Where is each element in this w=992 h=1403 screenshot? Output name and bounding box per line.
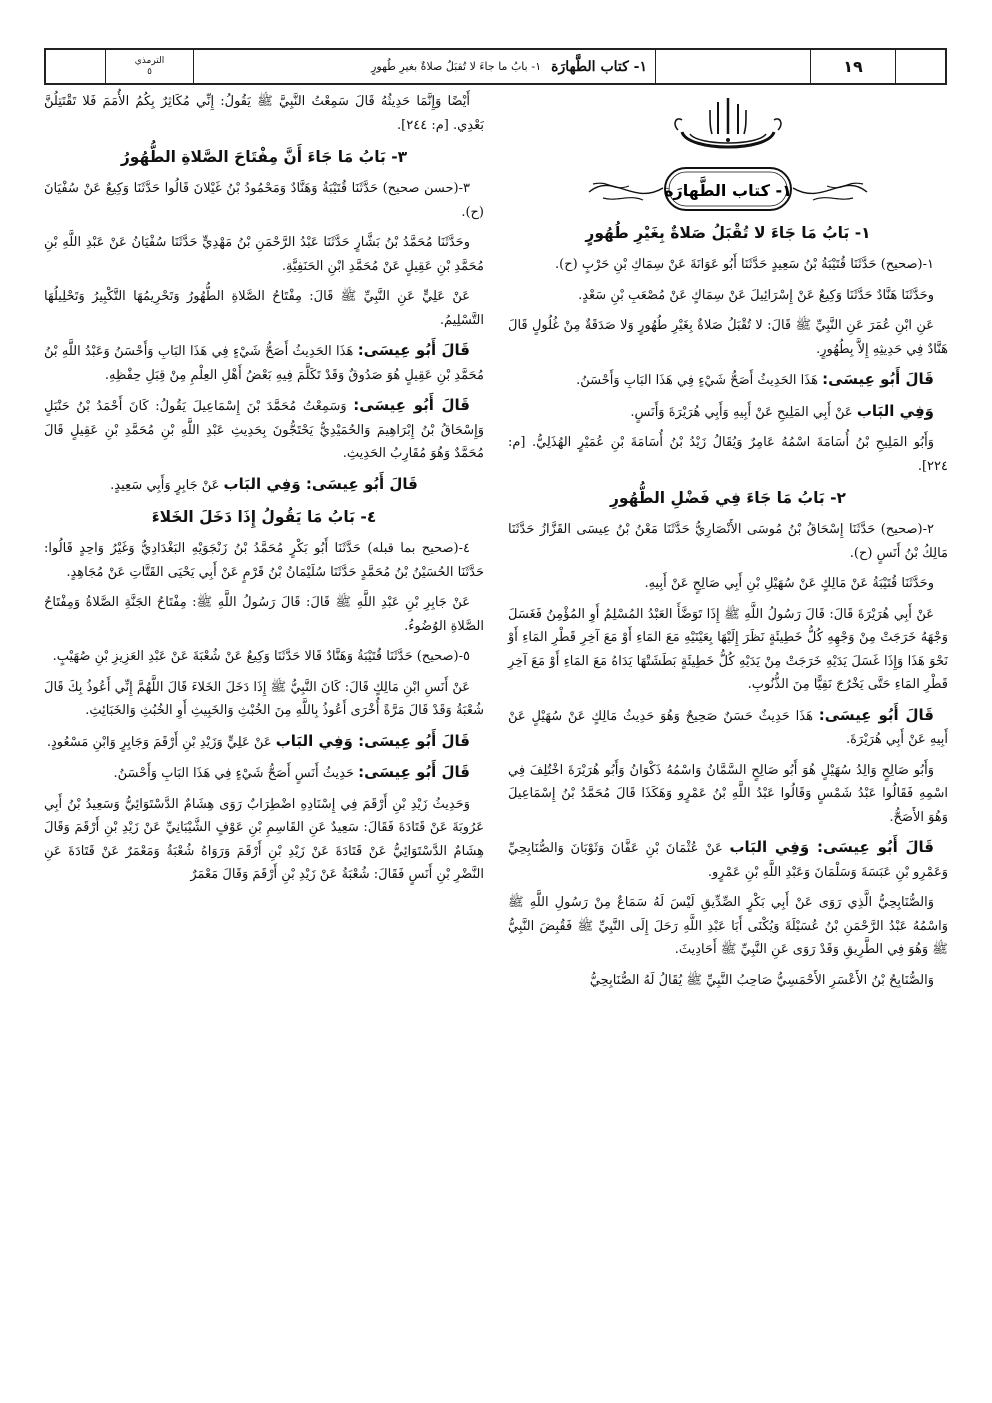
hadith-2-note-2: وَالصُّنَابِحِيُّ الَّذِي رَوَى عَنْ أَبِي بَكْرٍ الصِّدِّيقِ لَيْسَ لَهُ سَمَاعٌ مِنْ رَسُولِ اللَّهِ ﷺ وَاسْمُهُ عَبْدُ الرَّحْمَنِ بْنُ عُسَيْلَةَ وَيُكْنَى أَبَا عَبْدِ اللَّهِ رَحَلَ إِلَى النَّبِيِّ ﷺ فَقُبِضَ النَّبِيُّ ﷺ وَهُوَ فِي الطَّرِيقِ وَقَدْ رَوَى عَنِ النَّبِيِّ ﷺ أَحَادِيثَ. bbox=[508, 895, 948, 957]
hadith-3-comment bbox=[44, 339, 484, 387]
chapter-3-title: ٣- بَابُ مَا جَاءَ أَنَّ مِفْتَاحَ الصَّلاةِ الطُّهُورُ bbox=[120, 148, 408, 166]
hadith-4-isnad: ٤-(صحيح بما قبله) حَدَّثَنَا أَبُو بَكْرٍ مُحَمَّدُ بْنُ زَنْجَوَيْهِ البَغْدَادِيُّ وَغَيْرُ وَاحِدٍ قَالُوا: حَدَّثَنَا الحُسَيْنُ بْنُ مُحَمَّدٍ حَدَّثَنَا سُلَيْمَانُ بْنُ قَرْمٍ عَنْ أَبِي يَحْيَى القَتَّاتِ عَنْ مُجَاهِدٍ. bbox=[44, 541, 484, 580]
hadith-2-isnad: ٢-(صحيح) حَدَّثَنَا إِسْحَاقُ بْنُ مُوسَى الأَنْصَارِيُّ حَدَّثَنَا مَعْنُ بْنُ عِيسَى القَزَّازُ حَدَّثَنَا مَالِكُ بْنُ أَنَسٍ (ح). bbox=[508, 522, 948, 561]
hadith-3-comment-text: هَذَا الحَدِيثُ أَصَحُّ شَيْءٍ فِي هَذَا البَابِ وَأَحْسَنُ وَعَبْدُ اللَّهِ بْنُ مُحَمَّدِ بْنِ عَقِيلٍ هُوَ صَدُوقٌ وَقَدْ تَكَلَّمَ فِيهِ بَعْضُ أَهْلِ العِلْمِ مِنْ قِبَلِ حِفْظِهِ. bbox=[44, 344, 484, 383]
hadith-3-comment-2 bbox=[44, 394, 484, 466]
header-cell-empty-left bbox=[46, 50, 106, 83]
chapter-2-title: ٢- بَابُ مَا جَاءَ فِي فَضْلِ الطُّهُورِ bbox=[609, 489, 847, 507]
page-number: ١٩ bbox=[811, 50, 896, 83]
hadith-3-bab-text: عَنْ جَابِرٍ وَأَبِي سَعِيدٍ. bbox=[110, 477, 220, 493]
hadith-1-comment bbox=[508, 368, 948, 393]
hadith-5-comment-text: حَدِيثُ أَنَسٍ أَصَحُّ شَيْءٍ فِي هَذَا البَابِ وَأَحْسَنُ. bbox=[113, 766, 354, 781]
fil-bab-label: قَالَ أَبُو عِيسَى: وَفِي البَاب bbox=[275, 731, 470, 750]
abu-isa-label: قَالَ أَبُو عِيسَى: bbox=[822, 370, 934, 388]
right-column bbox=[508, 90, 948, 999]
hadith-2-comment-text: هَذَا حَدِيثٌ حَسَنٌ صَحِيحٌ وَهُوَ حَدِيثُ مَالِكٍ عَنْ سُهَيْلٍ عَنْ أَبِيهِ عَنْ أَبِي هُرَيْرَةَ. bbox=[508, 708, 948, 747]
left-continuation: أَيْضًا وَإِنَّمَا حَدِيثُهُ قَالَ سَمِعْتُ النَّبِيَّ ﷺ يَقُولُ: إِنِّي مُكَاثِرٌ بِكُمُ الأُمَمَ فَلا تَقْتَتِلُنَّ بَعْدِي. [م: ٢٤٤]. bbox=[44, 94, 484, 133]
chapter-4-title: ٤- بَابُ مَا يَقُولُ إِذَا دَخَلَ الخَلاءَ bbox=[151, 508, 377, 526]
abu-isa-label: قَالَ أَبُو عِيسَى: bbox=[357, 341, 471, 359]
hadith-1-bab-text: عَنْ أَبِي المَلِيحِ عَنْ أَبِيهِ وَأَبِي هُرَيْرَةَ وَأَنَسٍ. bbox=[630, 404, 853, 420]
header-cell-empty-right bbox=[896, 50, 945, 83]
hadith-2-bab-text: عَنْ عُثْمَانَ بْنِ عَفَّانَ وَثَوْبَانَ وَالصُّنَابِحِيِّ وَعَمْرِو بْنِ عَبَسَةَ وَسَلْمَانَ وَعَبْدِ اللَّهِ بْنِ عَمْرٍو. bbox=[508, 841, 948, 880]
book-title-ornament bbox=[583, 162, 873, 216]
left-column bbox=[44, 90, 484, 894]
hadith-3-matn: عَنْ عَلِيٍّ عَنِ النَّبِيِّ ﷺ قَالَ: مِفْتَاحُ الصَّلاةِ الطُّهُورُ وَتَحْرِيمُهَا التَّكْبِيرُ وَتَحْلِيلُهَا التَّسْلِيمُ. bbox=[44, 289, 484, 328]
hadith-3-bab bbox=[44, 473, 484, 498]
hadith-1-matn: عَنِ ابْنِ عُمَرَ عَنِ النَّبِيِّ ﷺ قَالَ: لا تُقْبَلُ صَلاةٌ بِغَيْرِ طُهُورٍ وَلا صَدَقَةٌ مِنْ غُلُولٍ قَالَ هَنَّادٌ فِي حَدِيثِهِ إِلاَّ بِطُهُورٍ. bbox=[508, 318, 948, 357]
page-header bbox=[44, 48, 947, 85]
header-source bbox=[106, 50, 194, 83]
header-chapter-title: ١- بابُ ما جاءَ لا تُقبَلُ صلاةٌ بغيرِ طُهورٍ bbox=[371, 60, 542, 73]
hadith-1-isnad: ١-(صحيح) حَدَّثَنَا قُتَيْبَةُ بْنُ سَعِيدٍ حَدَّثَنَا أَبُو عَوَانَةَ عَنْ سِمَاكِ بْنِ حَرْبٍ (ح). bbox=[555, 257, 934, 272]
fil-bab-label: وَفِي البَاب bbox=[856, 401, 934, 420]
hadith-1-note: وَأَبُو المَلِيحِ بْنُ أُسَامَةَ اسْمُهُ عَامِرٌ وَيُقَالُ زَيْدُ بْنُ أُسَامَةَ بْنِ عُمَيْرٍ الهُذَلِيُّ. [م: ٢٢٤]. bbox=[508, 435, 948, 474]
hadith-5-bab-text: عَنْ عَلِيٍّ وَزَيْدِ بْنِ أَرْقَمَ وَجَابِرٍ وَابْنِ مَسْعُودٍ. bbox=[46, 734, 272, 750]
hadith-2-matn: عَنْ أَبِي هُرَيْرَةَ قَالَ: قَالَ رَسُولُ اللَّهِ ﷺ إِذَا تَوَضَّأَ العَبْدُ المُسْلِمُ أَوِ المُؤْمِنُ فَغَسَلَ وَجْهَهُ خَرَجَتْ مِنْ وَجْهِهِ كُلُّ خَطِيئَةٍ نَظَرَ إِلَيْهَا بِعَيْنَيْهِ مَعَ المَاءِ أَوْ مَعَ آخِرِ قَطْرِ المَاءِ أَوْ نَحْوَ هَذَا وَإِذَا غَسَلَ يَدَيْهِ خَرَجَتْ مِنْ يَدَيْهِ كُلُّ خَطِيئَةٍ بَطَشَتْهَا يَدَاهُ مَعَ المَاءِ أَوْ مَعَ آخِرِ قَطْرِ المَاءِ حَتَّى يَخْرُجَ نَقِيًّا مِنَ الذُّنُوبِ. bbox=[508, 606, 948, 692]
fil-bab-label: قَالَ أَبُو عِيسَى: وَفِي البَاب bbox=[223, 474, 418, 493]
hadith-5-bab bbox=[44, 730, 484, 755]
hadith-1-isnad-2: وحَدَّثَنَا هَنَّادٌ حَدَّثَنَا وَكِيعٌ عَنْ إِسْرَائِيلَ عَنْ سِمَاكٍ عَنْ مُصْعَبِ بْنِ سَعْدٍ. bbox=[578, 287, 934, 303]
header-titles bbox=[194, 50, 656, 83]
basmala-calligraphy-icon bbox=[668, 94, 788, 156]
abu-isa-label: قَالَ أَبُو عِيسَى: bbox=[818, 705, 934, 724]
abu-isa-label: قَالَ أَبُو عِيسَى: bbox=[358, 763, 470, 781]
hadith-2-isnad-2: وحَدَّثَنَا قُتَيْبَةُ عَنْ مَالِكٍ عَنْ سُهَيْلِ بْنِ أَبِي صَالِحٍ عَنْ أَبِيهِ. bbox=[644, 576, 934, 591]
book-title-text: ١- كتاب الطَّهارَة bbox=[664, 181, 792, 200]
header-source-name: الترمذي bbox=[134, 55, 165, 66]
chapter-1-title: ١- بَابُ مَا جَاءَ لا تُقْبَلُ صَلاةٌ بِغَيْرِ طُهُورٍ bbox=[585, 224, 871, 242]
hadith-2-note: وَأَبُو صَالِحٍ وَالِدُ سُهَيْلٍ هُوَ أَبُو صَالِحٍ السَّمَّانُ وَاسْمُهُ ذَكْوَانُ وَأَبُو هُرَيْرَةَ اخْتُلِفَ فِي اسْمِهِ فَقَالُوا عَبْدُ شَمْسٍ وَقَالُوا عَبْدُ اللَّهِ بْنُ عَمْرٍو وَهَكَذَا قَالَ مُحَمَّدُ بْنُ إِسْمَاعِيلَ وَهُوَ الأَصَحُّ. bbox=[508, 762, 948, 825]
hadith-5-matn: عَنْ أَنَسِ ابْنِ مَالِكٍ قَالَ: كَانَ النَّبِيُّ ﷺ إِذَا دَخَلَ الخَلاءَ قَالَ اللَّهُمَّ إِنِّي أَعُوذُ بِكَ قَالَ شُعْبَةُ وَقَدْ قَالَ مَرَّةً أُخْرَى أَعُوذُ بِاللَّهِ مِنَ الخُبْثِ وَالخَبِيثِ أَوِ الخُبُثِ وَالخَبَائِثِ. bbox=[44, 679, 484, 718]
hadith-3-isnad: ٣-(حسن صحيح) حَدَّثَنَا قُتَيْبَةُ وَهَنَّادٌ وَمَحْمُودُ بْنُ غَيْلانَ قَالُوا حَدَّثَنَا وَكِيعٌ عَنْ سُفْيَانَ (ح). bbox=[44, 181, 484, 220]
hadith-2-comment bbox=[508, 704, 948, 752]
hadith-5-comment bbox=[44, 761, 484, 786]
hadith-5-note: وَحَدِيثُ زَيْدِ بْنِ أَرْقَمَ فِي إِسْنَادِهِ اضْطِرَابٌ رَوَى هِشَامٌ الدَّسْتَوَائِيُّ وَسَعِيدُ بْنُ أَبِي عَرُوبَةَ عَنْ قَتَادَةَ فَقَالَ: سَعِيدٌ عَنِ القَاسِمِ بْنِ عَوْفٍ الشَّيْبَانِيِّ عَنْ زَيْدِ بْنِ أَرْقَمَ وَقَالَ هِشَامٌ الدَّسْتَوَائِيُّ عَنْ قَتَادَةَ عَنْ زَيْدِ بْنِ أَرْقَمَ وَرَوَاهُ شُعْبَةُ وَمَعْمَرٌ عَنْ قَتَادَةَ عَنِ النَّضْرِ بْنِ أَنَسٍ فَقَالَ: شُعْبَةُ عَنْ زَيْدِ بْنِ أَرْقَمَ وَقَالَ مَعْمَرٌ bbox=[44, 796, 484, 882]
fil-bab-label: قَالَ أَبُو عِيسَى: وَفِي البَاب bbox=[729, 838, 934, 856]
hadith-2-note-3: وَالصُّنَابِحُ بْنُ الأَعْسَرِ الأَحْمَسِيُّ صَاحِبُ النَّبِيِّ ﷺ يُقَالُ لَهُ الصُّنَابِحِيُّ bbox=[589, 972, 934, 988]
hadith-1-comment-text: هَذَا الحَدِيثُ أَصَحُّ شَيْءٍ فِي هَذَا البَابِ وَأَحْسَنُ. bbox=[576, 373, 818, 388]
hadith-3-comment-2-text: وَسَمِعْتُ مُحَمَّدَ بْنَ إِسْمَاعِيلَ يَقُولُ: كَانَ أَحْمَدُ بْنُ حَنْبَلٍ وَإِسْحَاقُ بْنُ إِبْرَاهِيمَ وَالحُمَيْدِيُّ يَحْتَجُّونَ بِحَدِيثِ عَبْدِ اللَّهِ بْنِ مُحَمَّدِ بْنِ عَقِيلٍ قَالَ مُحَمَّدٌ وَهُوَ مُقَارِبُ الحَدِيثِ. bbox=[44, 399, 484, 461]
hadith-4-matn: عَنْ جَابِرِ بْنِ عَبْدِ اللَّهِ ﷺ قَالَ: قَالَ رَسُولُ اللَّهِ ﷺ: مِفْتَاحُ الجَنَّةِ الصَّلاةُ وَمِفْتَاحُ الصَّلاةِ الوُضُوءُ. bbox=[44, 595, 484, 634]
hadith-2-bab bbox=[508, 836, 948, 884]
abu-isa-label: قَالَ أَبُو عِيسَى: bbox=[353, 396, 471, 414]
hadith-1-bab bbox=[508, 400, 948, 425]
hadith-5-isnad: ٥-(صحيح) حَدَّثَنَا قُتَيْبَةُ وَهَنَّادٌ قَالا حَدَّثَنَا وَكِيعٌ عَنْ شُعْبَةَ عَنْ عَبْدِ العَزِيزِ بْنِ صُهَيْبٍ. bbox=[52, 649, 470, 664]
header-source-number: ٥ bbox=[147, 66, 152, 77]
header-cell-empty-mid bbox=[656, 50, 811, 83]
header-book-title: ١- كتاب الطَّهارَة bbox=[551, 58, 647, 75]
hadith-3-isnad-2: وحَدَّثَنَا مُحَمَّدُ بْنُ بَشَّارٍ حَدَّثَنَا عَبْدُ الرَّحْمَنِ بْنُ مَهْدِيٍّ حَدَّثَنَا سُفْيَانُ عَنْ عَبْدِ اللَّهِ بْنِ مُحَمَّدِ بْنِ عَقِيلٍ عَنْ مُحَمَّدِ ابْنِ الحَنَفِيَّةِ. bbox=[44, 235, 484, 274]
